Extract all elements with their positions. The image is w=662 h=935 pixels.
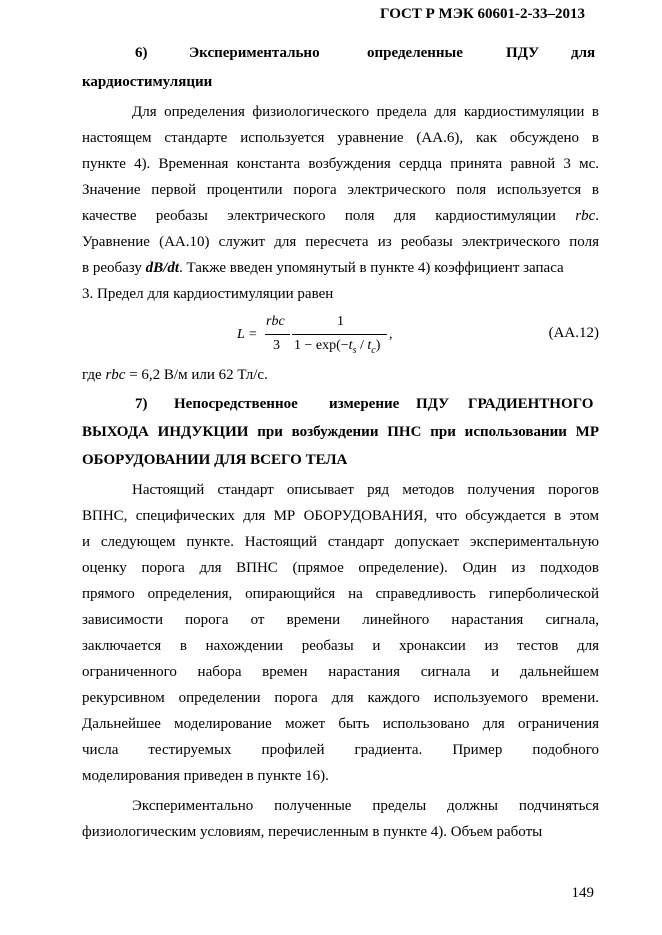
paragraph-line: Дальнейшее моделирование может быть использовано для ограничения xyxy=(82,716,599,732)
formula-num2: 1 xyxy=(337,314,344,329)
section7-heading-line3: ОБОРУДОВАНИИ ДЛЯ ВСЕГО ТЕЛА xyxy=(82,452,348,468)
paragraph-line: пункте 4). Временная константа возбуждения сердца принята равной 3 мс. xyxy=(82,156,599,172)
formula-den2: $1 - \exp(-t_s / t_c)$ xyxy=(294,338,381,356)
heading-word: Непосредственное xyxy=(174,396,298,412)
paragraph-line: заключается в нахождении реобазы и хронаксии из тестов для xyxy=(82,638,599,654)
paragraph-line: зависимости порога от времени линейного нарастания сигнала, xyxy=(82,612,599,628)
fraction-bar xyxy=(265,334,290,335)
page-number: 149 xyxy=(571,885,594,901)
heading-word: ГРАДИЕНТНОГО xyxy=(468,396,594,412)
formula-lhs: L = xyxy=(237,327,258,342)
heading-word: ПДУ xyxy=(506,45,540,61)
paragraph-line: Настоящий стандарт описывает ряд методов получения порогов xyxy=(132,482,599,498)
paragraph-line: ограниченного набора времен нарастания сигнала и дальнейшем xyxy=(82,664,599,680)
formula-comma: , xyxy=(389,327,393,342)
paragraph-line: ВПНС, специфических для МР ОБОРУДОВАНИЯ, что обсуждается в этом xyxy=(82,508,599,524)
paragraph-line: Значение первой процентили порога электрического поля используется в xyxy=(82,182,599,198)
fraction-bar xyxy=(292,334,387,335)
heading-word: определенные xyxy=(367,45,463,61)
equation-number: (АА.12) xyxy=(548,325,599,341)
heading-word: Экспериментально xyxy=(189,45,320,61)
paragraph-line: моделирования приведен в пункте 16). xyxy=(82,768,329,784)
paragraph-line: физиологическим условиям, перечисленным в пункте 4). Объем работы xyxy=(82,824,543,840)
where-line: где rbc = 6,2 В/м или 62 Тл/с. xyxy=(82,367,268,383)
paragraph-line: 3. Предел для кардиостимуляции равен xyxy=(82,286,334,302)
paragraph-line: Для определения физиологического предела для кардиостимуляции в xyxy=(132,104,599,120)
paragraph-line: качестве реобазы электрического поля для кардиостимуляции rbc. xyxy=(82,208,599,224)
formula-num1: rbc xyxy=(266,314,285,329)
paragraph-line: Экспериментально полученные пределы должны подчиняться xyxy=(132,798,599,814)
heading-word: для xyxy=(571,45,596,61)
paragraph-line: и следующем пункте. Настоящий стандарт допускает экспериментальную xyxy=(82,534,599,550)
paragraph-line: оценку порога для ВПНС (прямое определение). Один из подходов xyxy=(82,560,599,576)
section7-heading-line2: ВЫХОДА ИНДУКЦИИ при возбуждении ПНС при использовании МР xyxy=(82,424,599,440)
heading-word: 7) xyxy=(135,396,148,412)
document-header: ГОСТ Р МЭК 60601-2-33–2013 xyxy=(380,6,585,22)
formula-den1: 3 xyxy=(273,338,280,353)
paragraph-line: в реобазу dB/dt. Также введен упомянутый в пункте 4) коэффициент запаса xyxy=(82,260,564,276)
paragraph-line: настоящем стандарте используется уравнение (АА.6), как обсуждено в xyxy=(82,130,599,146)
heading-word: ПДУ xyxy=(416,396,450,412)
section6-heading-line2: кардиостимуляции xyxy=(82,74,213,90)
paragraph-line: прямого определения, опирающийся на справедливость гиперболической xyxy=(82,586,599,602)
heading-word: 6) xyxy=(135,45,148,61)
paragraph-line: рекурсивном определении порога для каждого используемого времени. xyxy=(82,690,599,706)
formula-aa12 xyxy=(237,314,437,364)
paragraph-line: Уравнение (АА.10) служит для пересчета из реобазы электрического поля xyxy=(82,234,599,250)
heading-word: измерение xyxy=(329,396,400,412)
paragraph-line: числа тестируемых профилей градиента. Пример подобного xyxy=(82,742,599,758)
